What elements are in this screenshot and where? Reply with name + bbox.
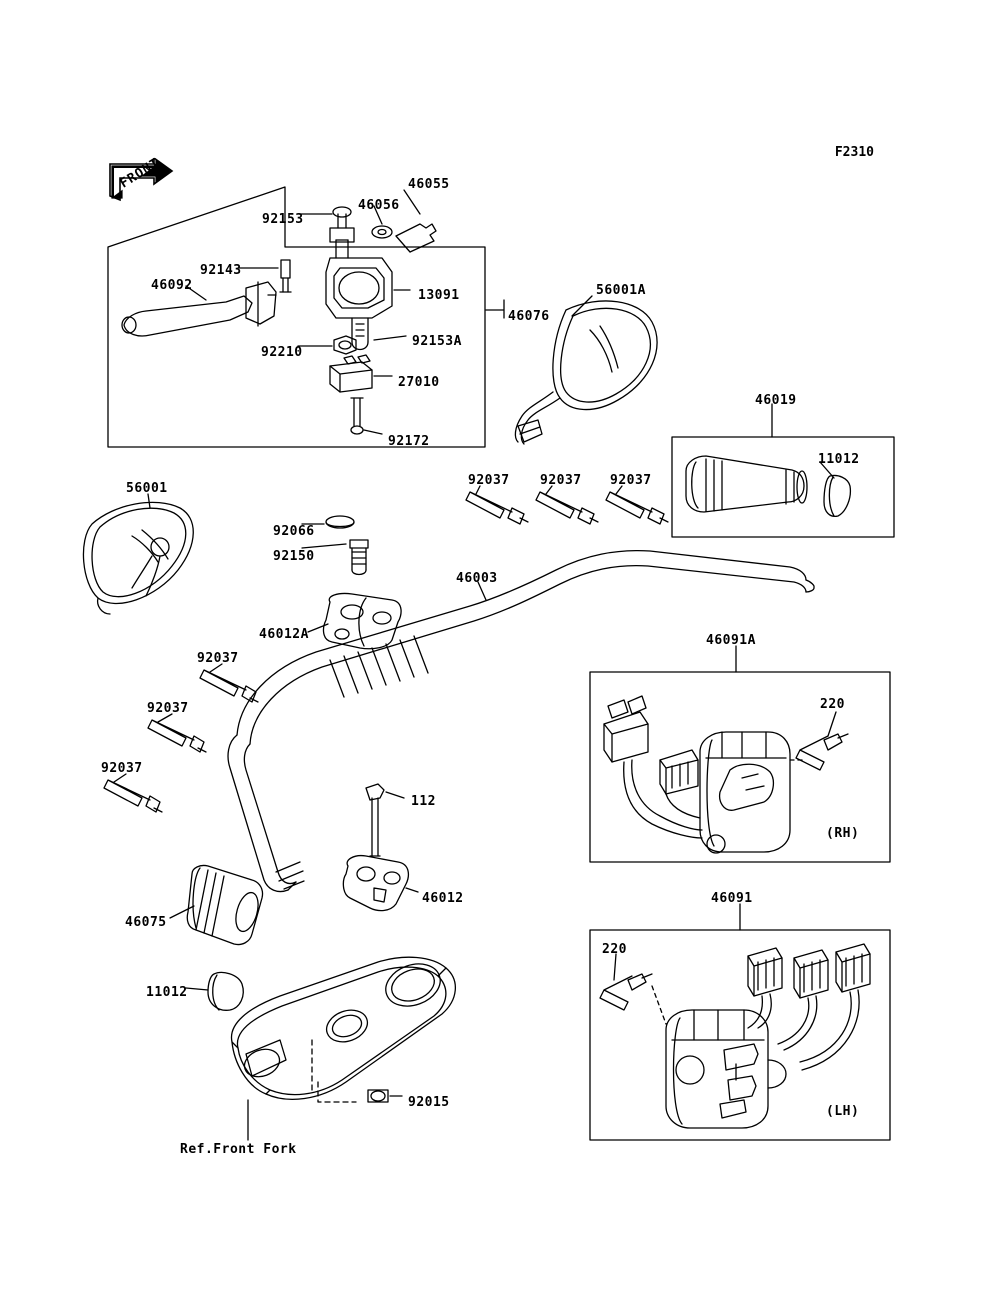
part-label: 46055	[408, 177, 450, 192]
part-label: 220	[820, 697, 845, 712]
part-label: 92015	[408, 1095, 450, 1110]
part-label: 46075	[125, 915, 167, 930]
part-label: 92037	[468, 473, 510, 488]
part-label: 56001	[126, 481, 168, 496]
part-label: 56001A	[596, 283, 646, 298]
part-label: 92066	[273, 524, 315, 539]
part-label: 13091	[418, 288, 460, 303]
part-label: 46012A	[259, 627, 309, 642]
part-label: 46012	[422, 891, 464, 906]
part-label: 11012	[146, 985, 188, 1000]
part-label: 11012	[818, 452, 860, 467]
part-label: 46091	[711, 891, 753, 906]
part-label: 46019	[755, 393, 797, 408]
part-label: 27010	[398, 375, 440, 390]
part-label: 92153A	[412, 334, 462, 349]
part-label: 92153	[262, 212, 304, 227]
part-label: 220	[602, 942, 627, 957]
part-label: 92037	[147, 701, 189, 716]
part-label: 92037	[101, 761, 143, 776]
part-label: 92143	[200, 263, 242, 278]
part-label: 92037	[610, 473, 652, 488]
part-label: 46092	[151, 278, 193, 293]
diagram-code: F2310	[834, 145, 874, 160]
part-label: 92150	[273, 549, 315, 564]
part-label: 46091A	[706, 633, 756, 648]
part-label: 46076	[508, 309, 550, 324]
part-label: 46003	[456, 571, 498, 586]
part-label: 92172	[388, 434, 430, 449]
part-label: 92037	[540, 473, 582, 488]
lh-note: (LH)	[826, 1104, 860, 1119]
part-label: 92037	[197, 651, 239, 666]
front-label: FRONT	[117, 155, 163, 192]
rh-note: (RH)	[826, 826, 860, 841]
part-label: 92210	[261, 345, 303, 360]
part-label: 46056	[358, 198, 400, 213]
ref-front-fork-note: Ref.Front Fork	[180, 1142, 297, 1157]
part-label: 112	[411, 794, 436, 809]
